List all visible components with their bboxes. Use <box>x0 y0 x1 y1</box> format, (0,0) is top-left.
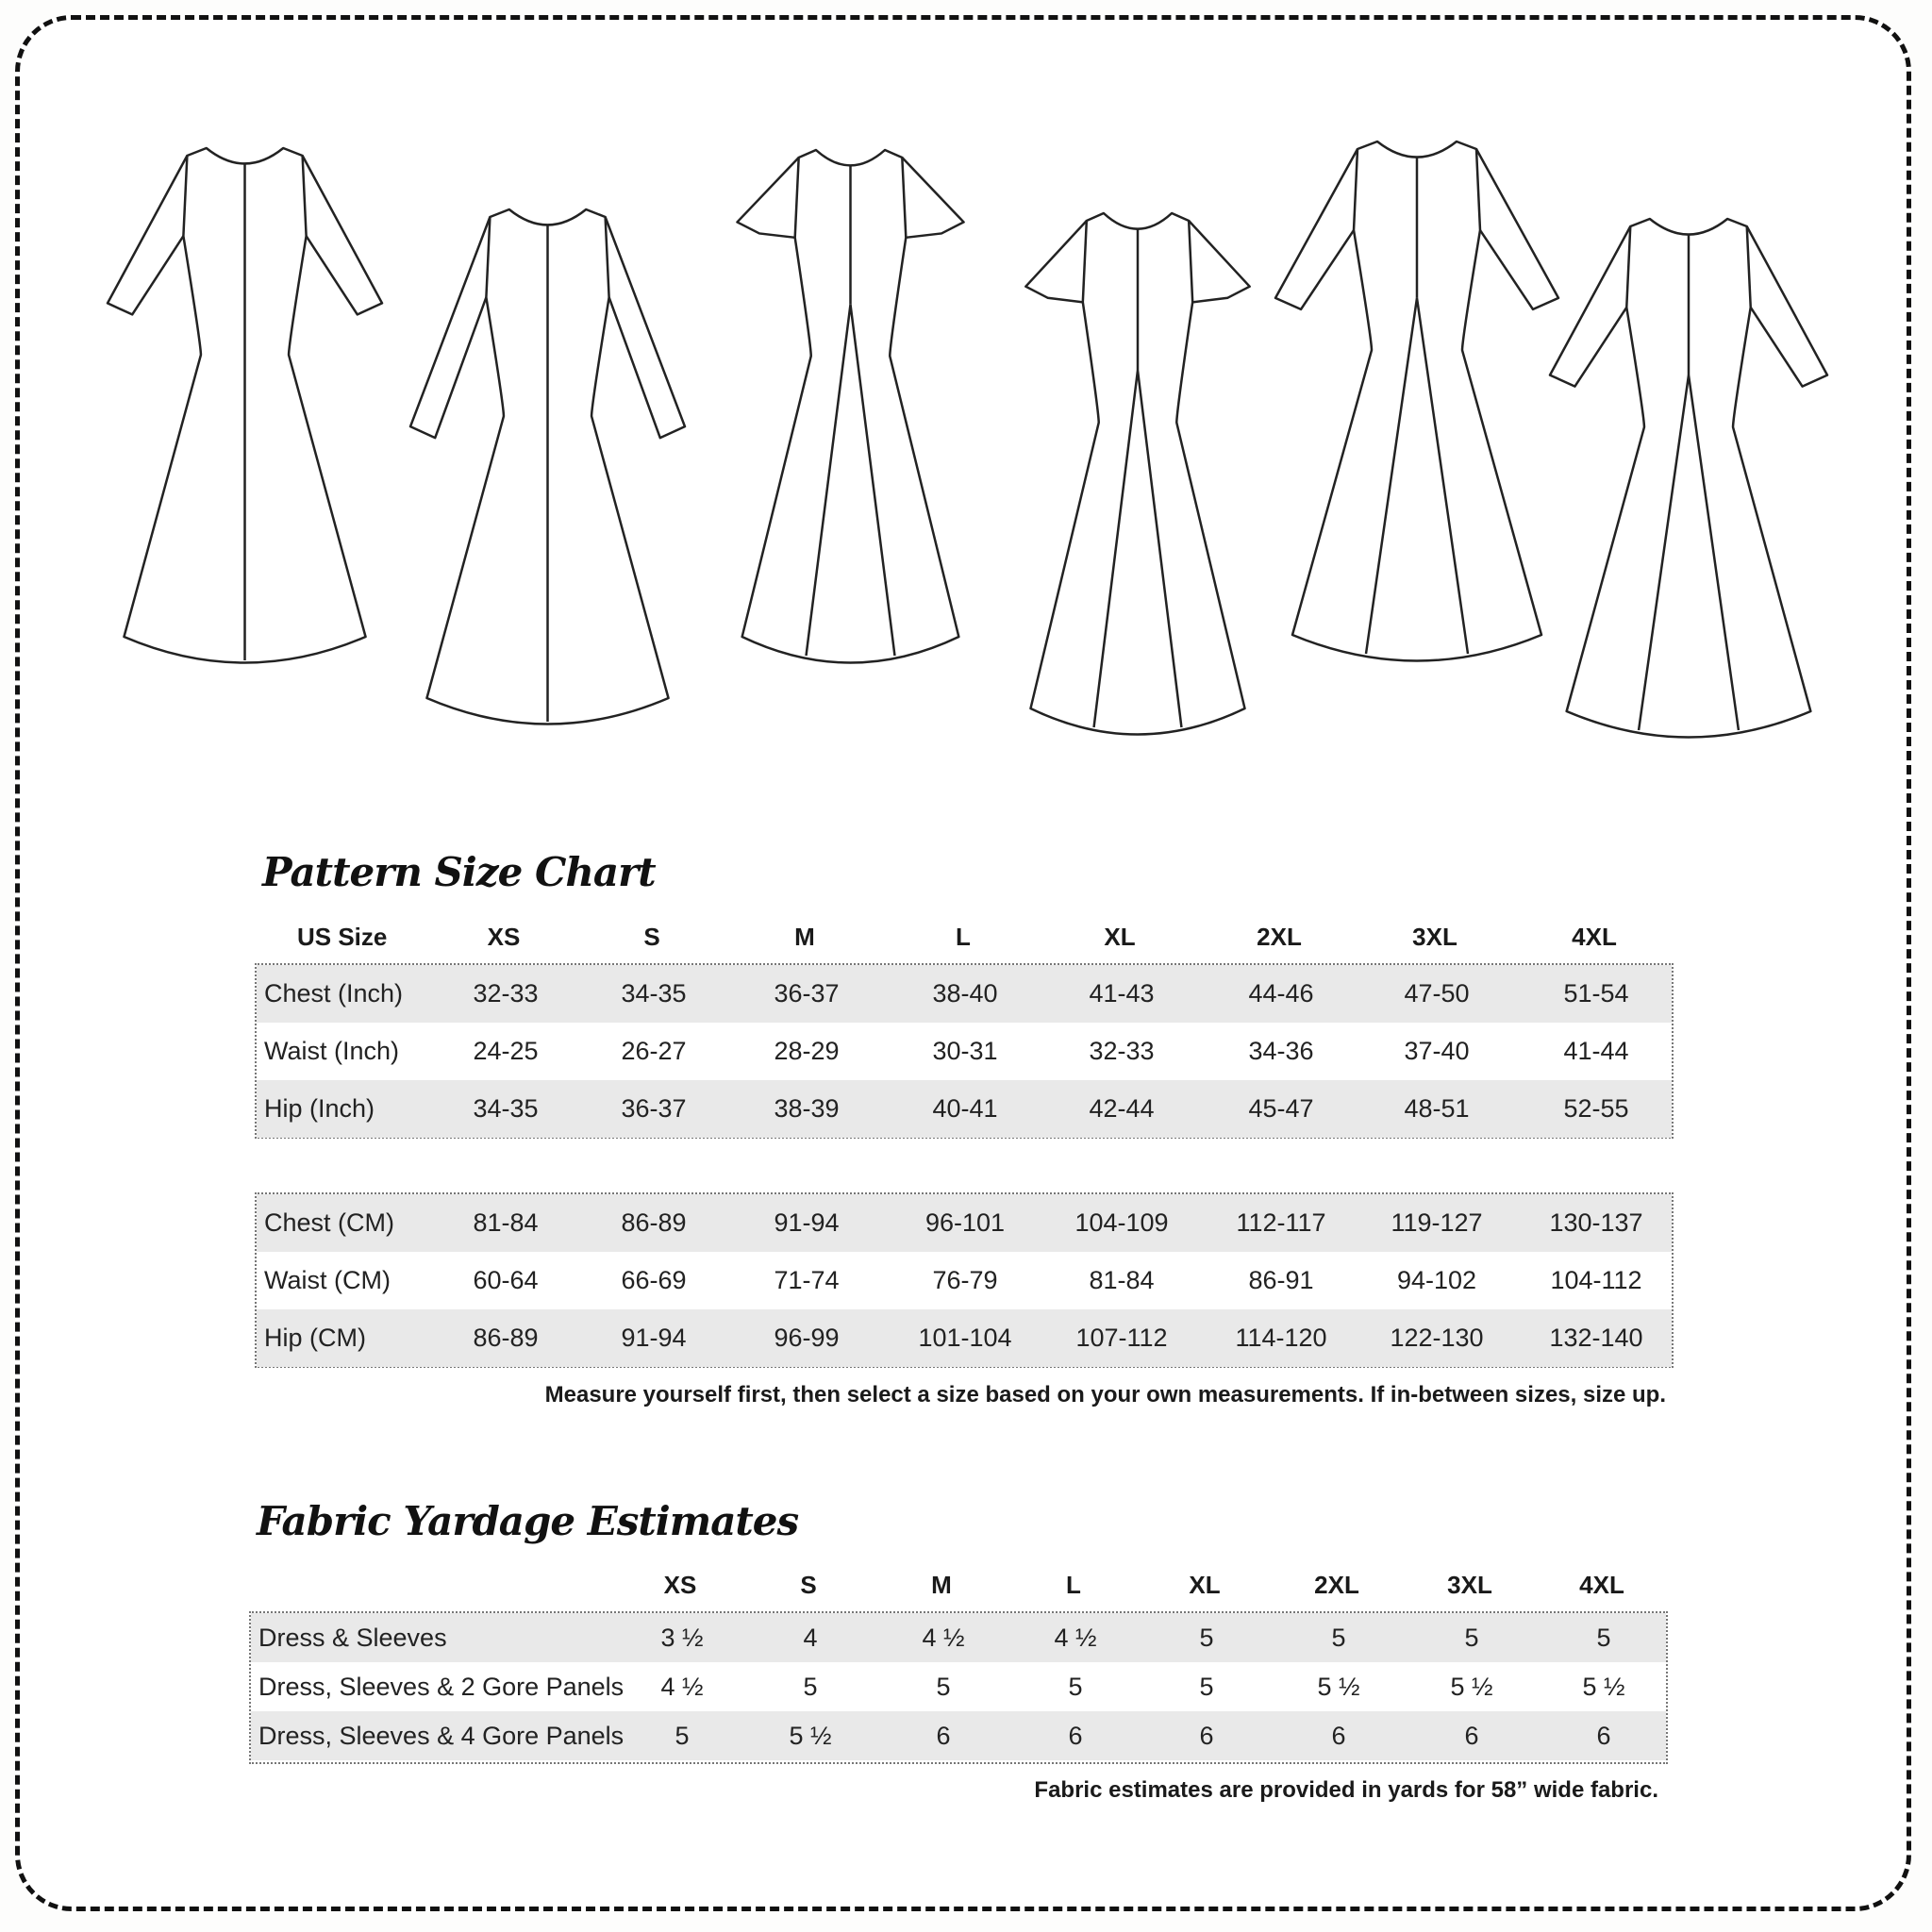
header-size-l: L <box>1066 1571 1081 1599</box>
table-cell: 122-130 <box>1390 1324 1484 1352</box>
table-cell: 81-84 <box>473 1208 539 1237</box>
table-row <box>257 1080 1672 1138</box>
header-size-4xl: 4XL <box>1572 923 1617 951</box>
table-cell: 5 <box>1331 1623 1346 1652</box>
table-row <box>257 1252 1672 1309</box>
table-cell: 32-33 <box>473 979 539 1008</box>
header-us-size: US Size <box>297 923 388 951</box>
table-cell: 24-25 <box>473 1037 539 1065</box>
table-cell: 86-89 <box>473 1324 539 1352</box>
table-cell: 42-44 <box>1089 1094 1155 1123</box>
row-label: Chest (CM) <box>264 1208 395 1237</box>
table-cell: 5 <box>1199 1672 1214 1701</box>
table-row <box>257 1194 1672 1252</box>
size-chart-title: Pattern Size Chart <box>262 849 656 895</box>
table-cell: 47-50 <box>1404 979 1470 1008</box>
table-cell: 6 <box>936 1721 951 1750</box>
table-cell: 5 ½ <box>1582 1672 1625 1701</box>
yardage-note: Fabric estimates are provided in yards for 58” wide fabric. <box>1034 1777 1658 1803</box>
size-chart-inch-table <box>255 963 1674 1139</box>
table-row <box>251 1711 1666 1760</box>
table-cell: 6 <box>1596 1721 1611 1750</box>
table-cell: 51-54 <box>1563 979 1629 1008</box>
row-label: Waist (CM) <box>264 1266 391 1294</box>
table-row <box>251 1662 1666 1711</box>
header-size-xl: XL <box>1189 1571 1221 1599</box>
table-row <box>251 1613 1666 1662</box>
yardage-title: Fabric Yardage Estimates <box>257 1498 799 1544</box>
table-cell: 76-79 <box>932 1266 998 1294</box>
header-size-xs: XS <box>487 923 521 951</box>
table-cell: 34-35 <box>473 1094 539 1123</box>
table-cell: 96-101 <box>924 1208 1006 1237</box>
header-size-4xl: 4XL <box>1579 1571 1624 1599</box>
dress-drawing-1 <box>108 148 382 663</box>
table-cell: 71-74 <box>774 1266 840 1294</box>
dress-drawing-6 <box>1550 219 1827 738</box>
header-size-l: L <box>956 923 971 951</box>
row-label: Hip (Inch) <box>264 1094 375 1123</box>
table-cell: 104-112 <box>1550 1266 1642 1294</box>
table-cell: 28-29 <box>774 1037 840 1065</box>
table-cell: 6 <box>1464 1721 1479 1750</box>
header-size-s: S <box>800 1571 817 1599</box>
dress-drawing-4 <box>1025 213 1249 735</box>
row-label: Dress & Sleeves <box>258 1623 447 1652</box>
row-label: Waist (Inch) <box>264 1037 400 1065</box>
table-cell: 5 <box>803 1672 818 1701</box>
table-cell: 91-94 <box>774 1208 840 1237</box>
table-cell: 40-41 <box>932 1094 998 1123</box>
table-cell: 5 ½ <box>789 1721 832 1750</box>
table-cell: 5 ½ <box>1450 1672 1493 1701</box>
table-cell: 6 <box>1199 1721 1214 1750</box>
table-cell: 6 <box>1331 1721 1346 1750</box>
header-size-2xl: 2XL <box>1257 923 1302 951</box>
table-cell: 44-46 <box>1248 979 1314 1008</box>
table-cell: 5 <box>1596 1623 1611 1652</box>
table-cell: 34-36 <box>1248 1037 1314 1065</box>
header-size-xs: XS <box>663 1571 697 1599</box>
header-size-2xl: 2XL <box>1314 1571 1359 1599</box>
header-size-s: S <box>643 923 660 951</box>
table-cell: 4 <box>803 1623 818 1652</box>
table-cell: 119-127 <box>1391 1208 1483 1237</box>
table-cell: 52-55 <box>1563 1094 1629 1123</box>
table-cell: 5 <box>1199 1623 1214 1652</box>
table-cell: 6 <box>1068 1721 1083 1750</box>
size-chart-cm-table <box>255 1192 1674 1368</box>
table-cell: 45-47 <box>1248 1094 1314 1123</box>
table-cell: 36-37 <box>774 979 840 1008</box>
table-cell: 94-102 <box>1396 1266 1477 1294</box>
table-cell: 96-99 <box>774 1324 840 1352</box>
table-cell: 36-37 <box>621 1094 687 1123</box>
table-cell: 86-89 <box>621 1208 687 1237</box>
size-chart-note: Measure yourself first, then select a size based on your own measurements. If in-between sizes, size up. <box>544 1382 1666 1407</box>
table-cell: 112-117 <box>1236 1208 1326 1237</box>
table-cell: 48-51 <box>1404 1094 1470 1123</box>
table-cell: 26-27 <box>621 1037 687 1065</box>
row-label: Hip (CM) <box>264 1324 366 1352</box>
table-cell: 91-94 <box>621 1324 687 1352</box>
table-cell: 101-104 <box>918 1324 1012 1352</box>
table-cell: 5 <box>1068 1672 1083 1701</box>
table-row <box>257 965 1672 1023</box>
header-size-3xl: 3XL <box>1447 1571 1492 1599</box>
table-cell: 132-140 <box>1549 1324 1643 1352</box>
table-cell: 130-137 <box>1549 1208 1643 1237</box>
row-label: Dress, Sleeves & 4 Gore Panels <box>258 1721 625 1750</box>
table-cell: 3 ½ <box>660 1623 704 1652</box>
table-cell: 38-39 <box>774 1094 840 1123</box>
header-size-m: M <box>931 1571 952 1599</box>
table-cell: 5 <box>936 1672 951 1701</box>
table-cell: 37-40 <box>1404 1037 1470 1065</box>
table-cell: 41-44 <box>1563 1037 1629 1065</box>
table-cell: 81-84 <box>1089 1266 1155 1294</box>
table-row <box>257 1023 1672 1080</box>
row-label: Chest (Inch) <box>264 979 404 1008</box>
table-cell: 60-64 <box>473 1266 539 1294</box>
dress-drawing-2 <box>410 209 685 724</box>
table-row <box>257 1309 1672 1367</box>
table-cell: 4 ½ <box>1054 1623 1097 1652</box>
table-cell: 5 <box>1464 1623 1479 1652</box>
dress-drawing-3 <box>737 150 963 663</box>
dress-drawing-5 <box>1275 142 1558 661</box>
header-size-m: M <box>794 923 815 951</box>
header-size-3xl: 3XL <box>1412 923 1457 951</box>
table-cell: 66-69 <box>621 1266 687 1294</box>
yardage-table <box>249 1611 1668 1764</box>
table-cell: 38-40 <box>932 979 998 1008</box>
table-cell: 114-120 <box>1235 1324 1327 1352</box>
table-cell: 4 ½ <box>660 1672 704 1701</box>
table-cell: 107-112 <box>1075 1324 1168 1352</box>
table-cell: 30-31 <box>932 1037 998 1065</box>
table-cell: 86-91 <box>1248 1266 1314 1294</box>
header-size-xl: XL <box>1104 923 1136 951</box>
table-cell: 5 <box>675 1721 690 1750</box>
table-cell: 41-43 <box>1089 979 1155 1008</box>
table-cell: 32-33 <box>1089 1037 1155 1065</box>
table-cell: 104-109 <box>1074 1208 1169 1237</box>
table-cell: 4 ½ <box>922 1623 965 1652</box>
table-cell: 34-35 <box>621 979 687 1008</box>
row-label: Dress, Sleeves & 2 Gore Panels <box>258 1672 625 1701</box>
table-cell: 5 ½ <box>1317 1672 1360 1701</box>
